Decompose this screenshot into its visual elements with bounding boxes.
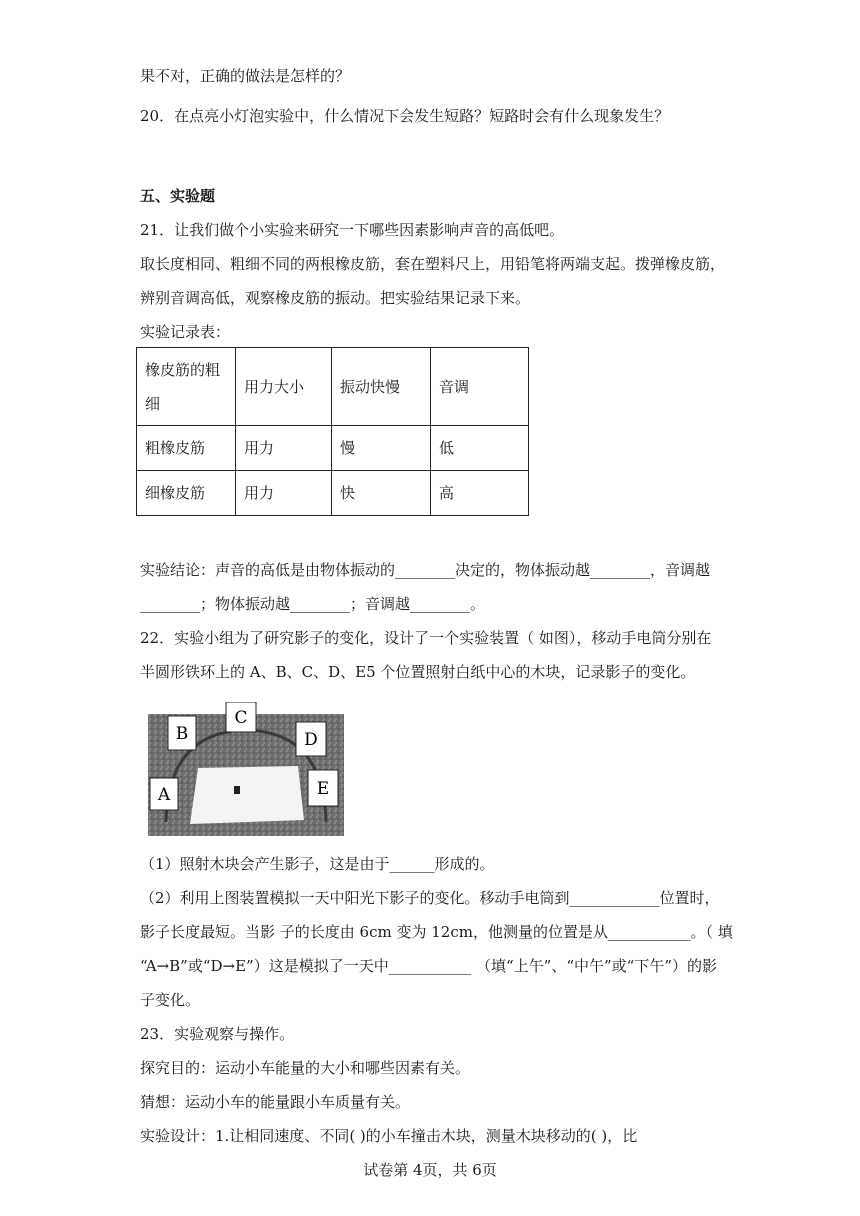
table-cell: 用力 bbox=[236, 471, 332, 516]
header-text: 橡皮筋的粗 bbox=[145, 360, 221, 379]
table-cell: 粗橡皮筋 bbox=[137, 426, 236, 471]
table-cell: 用力 bbox=[236, 426, 332, 471]
position-label-b bbox=[168, 716, 196, 750]
svg-text:D: D bbox=[304, 730, 318, 750]
position-label-a bbox=[150, 778, 178, 810]
table-cell: 慢 bbox=[332, 426, 431, 471]
position-label-c bbox=[226, 702, 256, 732]
svg-text:C: C bbox=[234, 708, 248, 728]
table-header-cell bbox=[137, 348, 236, 426]
header-text: 细 bbox=[145, 394, 161, 413]
white-paper bbox=[190, 766, 304, 824]
table-caption: 实验记录表： bbox=[140, 323, 231, 341]
table-header-cell: 用力大小 bbox=[236, 348, 332, 426]
question-23-hypothesis: 猜想：运动小车的能量跟小车质量有关。 bbox=[140, 1093, 411, 1111]
svg-text:B: B bbox=[175, 724, 189, 744]
shadow-experiment-figure bbox=[148, 702, 344, 836]
question-22-part-2: 子变化。 bbox=[140, 991, 201, 1009]
table-cell: 细橡皮筋 bbox=[137, 471, 236, 516]
page-footer: 试卷第 4页，共 6页 bbox=[363, 1161, 497, 1179]
text-line: 果不对，正确的做法是怎样的？ bbox=[140, 67, 351, 85]
question-23-goal: 探究目的：运动小车能量的大小和哪些因素有关。 bbox=[140, 1059, 471, 1077]
question-21: 21．让我们做个小实验来研究一下哪些因素影响声音的高低吧。 bbox=[140, 221, 565, 239]
question-22-part-2: （2）利用上图装置模拟一天中阳光下影子的变化。移动手电筒到____________位置时， bbox=[140, 889, 720, 907]
table-cell: 快 bbox=[332, 471, 431, 516]
wood-block bbox=[234, 786, 240, 794]
table-header-row bbox=[137, 348, 529, 426]
section-heading: 五、实验题 bbox=[140, 187, 216, 205]
svg-text:A: A bbox=[157, 785, 171, 805]
svg-text:E: E bbox=[316, 779, 330, 799]
question-22-part-2: 影子长度最短。当影 子的长度由 6cm 变为 12cm，他测量的位置是从___________。（ 填 bbox=[140, 923, 733, 941]
question-22-text: 半圆形铁环上的 A、B、C、D、E5 个位置照射白纸中心的木块，记录影子的变化。 bbox=[140, 663, 696, 681]
table-header-cell: 振动快慢 bbox=[332, 348, 431, 426]
question-23-design: 实验设计：1.让相同速度、不同( )的小车撞击木块，测量木块移动的( )，比 bbox=[140, 1127, 638, 1145]
table-row bbox=[137, 426, 529, 471]
table-row bbox=[137, 471, 529, 516]
question-20: 20．在点亮小灯泡实验中，什么情况下会发生短路？短路时会有什么现象发生？ bbox=[140, 107, 670, 125]
question-22-part-1: （1）照射木块会产生影子，这是由于______形成的。 bbox=[140, 855, 495, 873]
question-22-part-2: “A→B”或“D→E”）这是模拟了一天中___________ （填“上午”、“中午”或“下午”）的影 bbox=[140, 957, 717, 975]
conclusion-line: 实验结论：声音的高低是由物体振动的________决定的，物体振动越________，音调越 bbox=[140, 561, 711, 579]
position-label-d bbox=[296, 722, 326, 756]
conclusion-line: ________；物体振动越________；音调越________。 bbox=[140, 595, 486, 613]
question-21-text: 取长度相同、粗细不同的两根橡皮筋，套在塑料尺上，用铅笔将两端支起。拨弹橡皮筋， bbox=[140, 255, 726, 273]
table-cell: 低 bbox=[431, 426, 529, 471]
question-23: 23．实验观察与操作。 bbox=[140, 1025, 295, 1043]
experiment-record-table bbox=[136, 347, 529, 516]
table-cell: 高 bbox=[431, 471, 529, 516]
question-21-text: 辨别音调高低，观察橡皮筋的振动。把实验结果记录下来。 bbox=[140, 289, 531, 307]
position-label-e bbox=[308, 770, 338, 806]
question-22: 22．实验小组为了研究影子的变化，设计了一个实验装置（ 如图），移动手电筒分别在 bbox=[140, 629, 712, 647]
table-header-cell: 音调 bbox=[431, 348, 529, 426]
